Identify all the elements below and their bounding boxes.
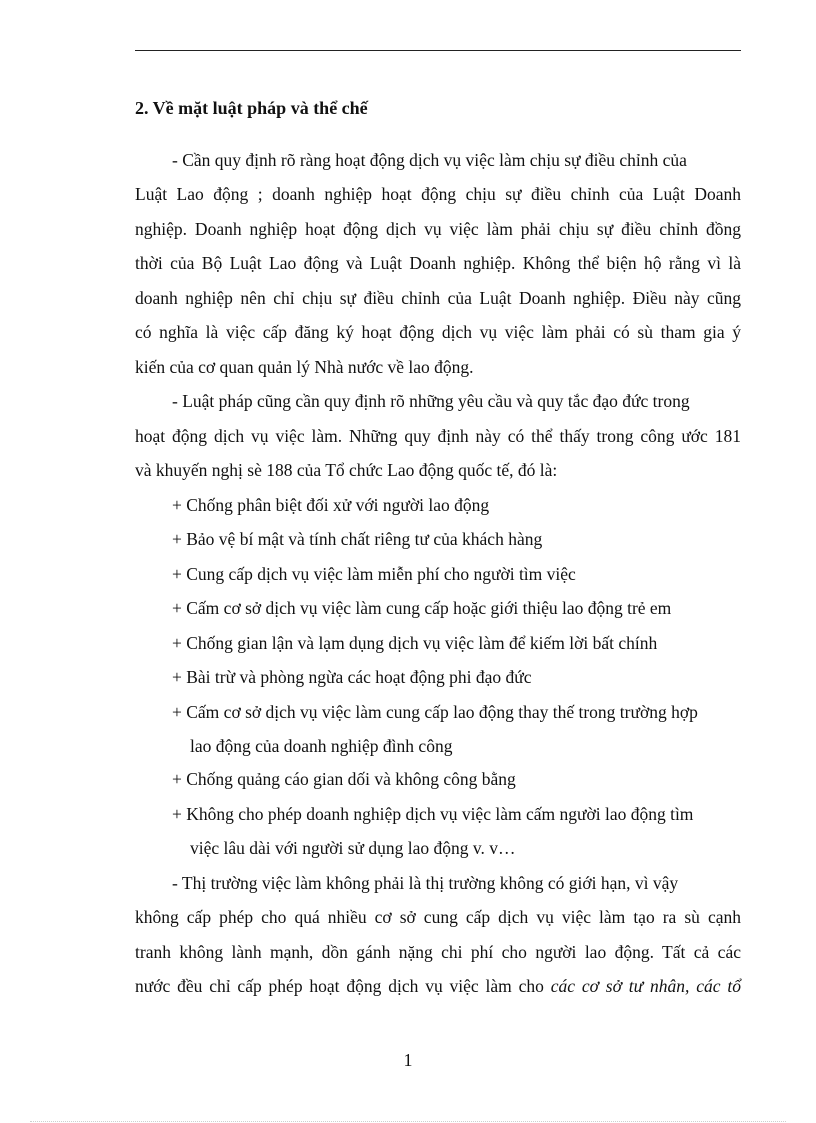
paragraph-3-italic-text: các cơ sở tư nhân, các tổ <box>550 976 741 996</box>
section-heading: 2. Về mặt luật pháp và thể chế <box>135 98 368 118</box>
list-item-continuation: việc lâu dài với người sử dụng lao động v. v… <box>190 838 516 858</box>
list-item: + Bài trừ và phòng ngừa các hoạt động phi đạo đức <box>172 667 532 687</box>
paragraph-2-line: - Luật pháp cũng cần quy định rõ những yêu cầu và quy tắc đạo đức trong <box>172 391 690 411</box>
list-item: + Cấm cơ sở dịch vụ việc làm cung cấp lao động thay thế trong trường hợp <box>172 702 698 722</box>
paragraph-1-line: có nghĩa là việc cấp đăng ký hoạt động dịch vụ việc làm phải có sù tham gia ý <box>135 322 741 342</box>
paragraph-3-line: không cấp phép cho quá nhiều cơ sở cung cấp dịch vụ việc làm tạo ra sù cạnh <box>135 907 741 927</box>
paragraph-1-line: thời của Bộ Luật Lao động và Luật Doanh nghiệp. Không thể biện hộ rằng vì là <box>135 253 741 273</box>
list-item: + Không cho phép doanh nghiệp dịch vụ việc làm cấm người lao động tìm <box>172 804 694 824</box>
list-item: + Chống quảng cáo gian dối và không công bằng <box>172 769 516 789</box>
paragraph-1-line: doanh nghiệp nên chỉ chịu sự điều chỉnh của Luật Doanh nghiệp. Điều này cũng <box>135 288 741 308</box>
paragraph-1-line: Luật Lao động ; doanh nghiệp hoạt động chịu sự điều chỉnh của Luật Doanh <box>135 184 741 204</box>
paragraph-3-line: - Thị trường việc làm không phải là thị trường không có giới hạn, vì vậy <box>172 873 679 893</box>
page-bottom-edge <box>30 1121 786 1122</box>
header-rule <box>135 50 741 51</box>
paragraph-3-normal-text: nước đều chỉ cấp phép hoạt động dịch vụ việc làm cho <box>135 976 551 996</box>
page-number: 1 <box>403 1050 413 1070</box>
paragraph-2-line: và khuyến nghị sè 188 của Tổ chức Lao động quốc tế, đó là: <box>135 460 558 480</box>
paragraph-1-line: kiến của cơ quan quản lý Nhà nước về lao động. <box>135 357 474 377</box>
paragraph-3-line-last <box>135 974 741 998</box>
list-item: + Cung cấp dịch vụ việc làm miễn phí cho người tìm việc <box>172 564 576 584</box>
list-item: + Chống phân biệt đối xử với người lao động <box>172 495 490 515</box>
list-item-continuation: lao động của doanh nghiệp đình công <box>190 736 453 756</box>
paragraph-1-line: nghiệp. Doanh nghiệp hoạt động dịch vụ việc làm phải chịu sự điều chỉnh đồng <box>135 219 741 239</box>
paragraph-1-line: - Cần quy định rõ ràng hoạt động dịch vụ việc làm chịu sự điều chỉnh của <box>172 150 687 170</box>
list-item: + Chống gian lận và lạm dụng dịch vụ việc làm để kiếm lời bất chính <box>172 633 658 653</box>
list-item: + Bảo vệ bí mật và tính chất riêng tư của khách hàng <box>172 529 543 549</box>
paragraph-3-line: tranh không lành mạnh, dồn gánh nặng chi phí cho người lao động. Tất cả các <box>135 942 741 962</box>
paragraph-2-line: hoạt động dịch vụ việc làm. Những quy định này có thể thấy trong công ước 181 <box>135 426 741 446</box>
list-item: + Cấm cơ sở dịch vụ việc làm cung cấp hoặc giới thiệu lao động trẻ em <box>172 598 672 618</box>
